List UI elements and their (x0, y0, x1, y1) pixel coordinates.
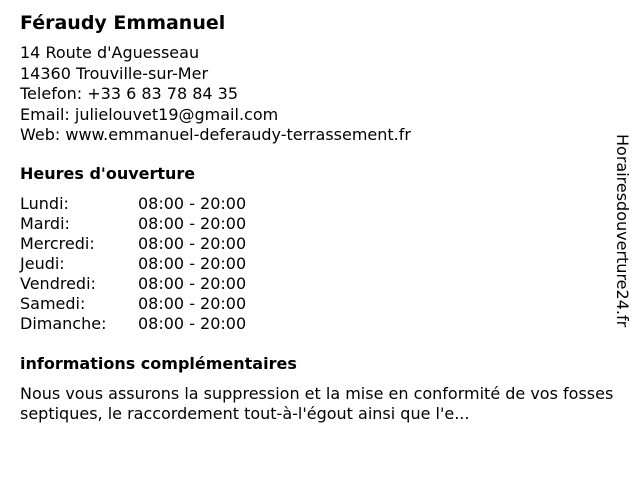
hours-row-thursday (20, 254, 246, 274)
day-label: Dimanche: (20, 314, 107, 333)
time-range: 08:00 - 20:00 (138, 294, 247, 313)
time-range: 08:00 - 20:00 (138, 254, 247, 273)
phone-number: Telefon: +33 6 83 78 84 35 (20, 84, 239, 103)
time-range: 08:00 - 20:00 (138, 214, 247, 233)
additional-info-heading: informations complémentaires (20, 354, 297, 373)
time-range: 08:00 - 20:00 (138, 194, 247, 213)
day-label: Mercredi: (20, 234, 95, 253)
address-city: 14360 Trouville-sur-Mer (20, 63, 209, 83)
time-range: 08:00 - 20:00 (138, 314, 247, 333)
day-label: Lundi: (20, 194, 69, 213)
hours-row-monday (20, 194, 246, 214)
site-watermark: Horairesdouverture24.fr (613, 134, 632, 328)
day-label: Mardi: (20, 214, 70, 233)
hours-row-sunday (20, 314, 246, 334)
business-name: Féraudy Emmanuel (20, 12, 226, 34)
contact-details (20, 43, 411, 146)
day-label: Jeudi: (20, 254, 65, 273)
hours-row-saturday (20, 294, 246, 314)
time-range: 08:00 - 20:00 (138, 234, 247, 253)
opening-hours-list (20, 194, 246, 334)
website-url: Web: www.emmanuel-deferaudy-terrassement.fr (20, 125, 411, 144)
address-street: 14 Route d'Aguesseau (20, 43, 200, 62)
hours-row-tuesday (20, 214, 246, 234)
time-range: 08:00 - 20:00 (138, 274, 247, 293)
hours-row-wednesday (20, 234, 246, 254)
day-label: Vendredi: (20, 274, 96, 293)
additional-info-text: Nous vous assurons la suppression et la mise en conformité de vos fosses septiques, le raccordement tout-à-l'égout ainsi que l'e... (20, 384, 614, 423)
hours-row-friday (20, 274, 246, 294)
opening-hours-heading: Heures d'ouverture (20, 164, 196, 183)
day-label: Samedi: (20, 294, 86, 313)
email-address: Email: julielouvet19@gmail.com (20, 104, 279, 124)
